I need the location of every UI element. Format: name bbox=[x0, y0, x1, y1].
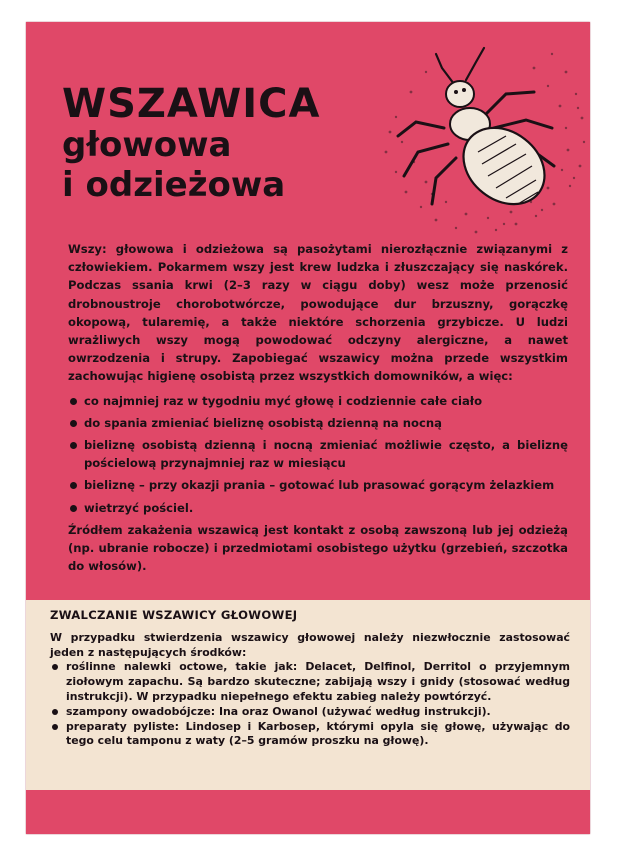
louse-icon bbox=[366, 32, 590, 240]
treatment-list bbox=[50, 660, 570, 749]
section-heading: ZWALCZANIE WSZAWICY GŁOWOWEJ bbox=[50, 608, 298, 622]
section-intro: W przypadku stwierdzenia wszawicy głowowej należy niezwłocznie zastosować jeden z następujących środków: bbox=[50, 630, 570, 659]
list-item: szampony owadobójcze: Ina oraz Owanol (używać według instrukcji). bbox=[50, 705, 570, 720]
treatment-panel bbox=[26, 600, 590, 790]
page-title bbox=[62, 81, 321, 205]
intro-paragraph: Wszy: głowowa i odzieżowa są pasożytami nierozłącznie związanymi z człowiekiem. Pokarmem wszy jest krew ludzka i złuszczający się naskórek. Podczas ssania krwi (2–3 razy w ciągu doby) wesz może przenosić drobnoustroje chorobotwórcze, powodujące dur brzuszny, gorączkę okopową, tularemię, a także niektóre schorzenia grzybicze. U ludzi wrażliwych wszy mogą powodować odczyny alergiczne, a nawet owrzodzenia i strupy. Zapobiegać wszawicy można przede wszystkim zachowując higienę osobistą przez wszystkich domowników, a więc: bbox=[68, 242, 568, 384]
list-item: co najmniej raz w tygodniu myć głowę i codziennie całe ciało bbox=[68, 392, 568, 410]
closing-paragraph: Źródłem zakażenia wszawicą jest kontakt z osobą zawszoną lub jej odzieżą (np. ubranie robocze) i przedmiotami osobistego użytku (grzebień, szczotka do włosów). bbox=[68, 522, 568, 574]
list-item: bieliznę osobistą dzienną i nocną zmieniać możliwie często, a bieliznę pościelową przynajmniej raz w miesiącu bbox=[68, 436, 568, 472]
list-item: roślinne nalewki octowe, takie jak: Delacet, Delfinol, Derritol o przyjemnym ziołowym zapachu. Są bardzo skuteczne; zabijają wszy i gnidy (stosować według instrukcji). W przypadku niepełnego efektu zabieg należy powtórzyć. bbox=[50, 660, 570, 704]
list-item: preparaty pyliste: Lindosep i Karbosep, którymi opyla się głowę, używając do tego celu tamponu z waty (2–5 gramów proszku na głowę). bbox=[50, 720, 570, 750]
intro-section bbox=[68, 240, 568, 575]
title-line-1: WSZAWICA bbox=[62, 81, 321, 127]
list-item: bieliznę – przy okazji prania – gotować lub prasować gorącym żelazkiem bbox=[68, 476, 568, 494]
list-item: wietrzyć pościel. bbox=[68, 499, 568, 517]
title-line-3: i odzieżowa bbox=[62, 165, 286, 205]
leaflet-page bbox=[26, 22, 590, 834]
title-line-2: głowowa bbox=[62, 125, 232, 165]
hygiene-list bbox=[68, 392, 568, 517]
list-item: do spania zmieniać bieliznę osobistą dzienną na nocną bbox=[68, 414, 568, 432]
